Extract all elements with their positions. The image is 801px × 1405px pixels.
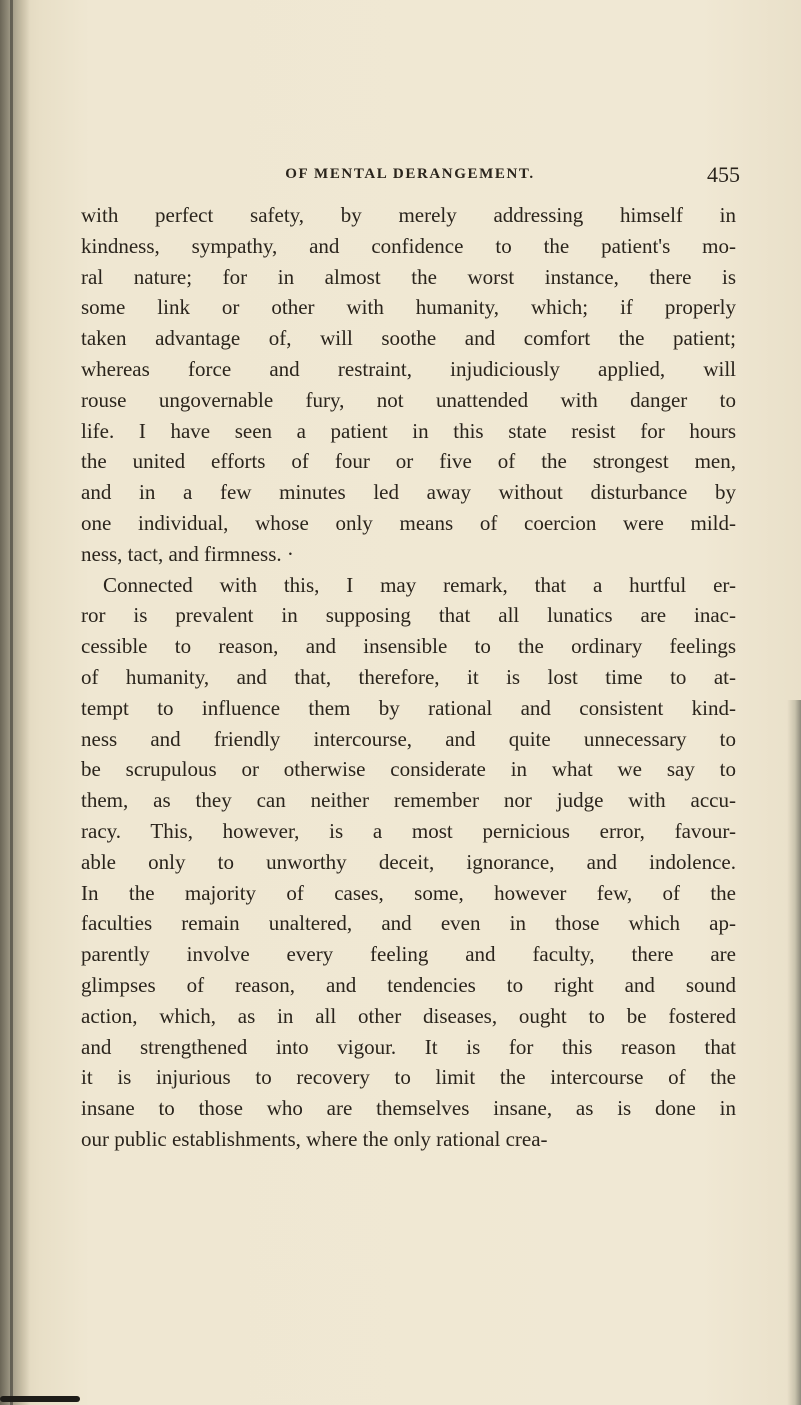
body-text <box>81 200 736 1155</box>
text-line: ral nature; for in almost the worst instance, there is <box>81 264 736 289</box>
text-line: able only to unworthy deceit, ignorance, and indolence. <box>81 849 736 874</box>
page-number: 455 <box>707 162 740 187</box>
text-line: ness and friendly intercourse, and quite unnecessary to <box>81 726 736 751</box>
text-line: our public establishments, where the only rational crea- <box>81 1126 548 1151</box>
text-line: them, as they can neither remember nor judge with accu- <box>81 788 736 813</box>
text-line: kindness, sympathy, and confidence to the patient's mo- <box>81 233 736 258</box>
page-edge-shadow <box>787 700 801 1405</box>
text-line: ness, tact, and firmness. · <box>81 541 294 566</box>
text-line: and strengthened into vigour. It is for this reason that <box>81 1034 736 1059</box>
page-corner-mark <box>0 1396 80 1402</box>
text-line: be scrupulous or otherwise considerate in what we say to <box>81 757 736 782</box>
text-line: rouse ungovernable fury, not unattended with danger to <box>81 387 736 412</box>
text-line: action, which, as in all other diseases, ought to be fostered <box>81 1003 736 1028</box>
text-line: racy. This, however, is a most pernicious error, favour- <box>81 818 736 843</box>
text-line: taken advantage of, will soothe and comfort the patient; <box>81 326 736 351</box>
text-line: and in a few minutes led away without disturbance by <box>81 480 736 505</box>
text-line: glimpses of reason, and tendencies to right and sound <box>81 972 736 997</box>
text-line: cessible to reason, and insensible to the ordinary feelings <box>81 634 736 659</box>
text-line: tempt to influence them by rational and consistent kind- <box>81 695 736 720</box>
text-line: the united efforts of four or five of the strongest men, <box>81 449 736 474</box>
page-gutter-shadow <box>0 0 30 1405</box>
text-line: it is injurious to recovery to limit the intercourse of the <box>81 1065 736 1090</box>
text-line: Connected with this, I may remark, that a hurtful er- <box>103 572 736 597</box>
text-line: one individual, whose only means of coercion were mild- <box>81 510 736 535</box>
text-line: ror is prevalent in supposing that all lunatics are inac- <box>81 603 736 628</box>
text-line: In the majority of cases, some, however few, of the <box>81 880 736 905</box>
text-line: insane to those who are themselves insane, as is done in <box>81 1096 736 1121</box>
page-header <box>80 162 740 192</box>
text-line: some link or other with humanity, which; if properly <box>81 295 736 320</box>
text-line: faculties remain unaltered, and even in those which ap- <box>81 911 736 936</box>
text-line: life. I have seen a patient in this state resist for hours <box>81 418 736 443</box>
text-line: whereas force and restraint, injudiciously applied, will <box>81 356 736 381</box>
text-line: parently involve every feeling and faculty, there are <box>81 942 736 967</box>
binding-edge <box>10 0 13 1405</box>
text-line: with perfect safety, by merely addressing himself in <box>81 203 736 227</box>
text-line: of humanity, and that, therefore, it is lost time to at- <box>81 664 736 689</box>
running-head: OF MENTAL DERANGEMENT. <box>285 166 535 182</box>
